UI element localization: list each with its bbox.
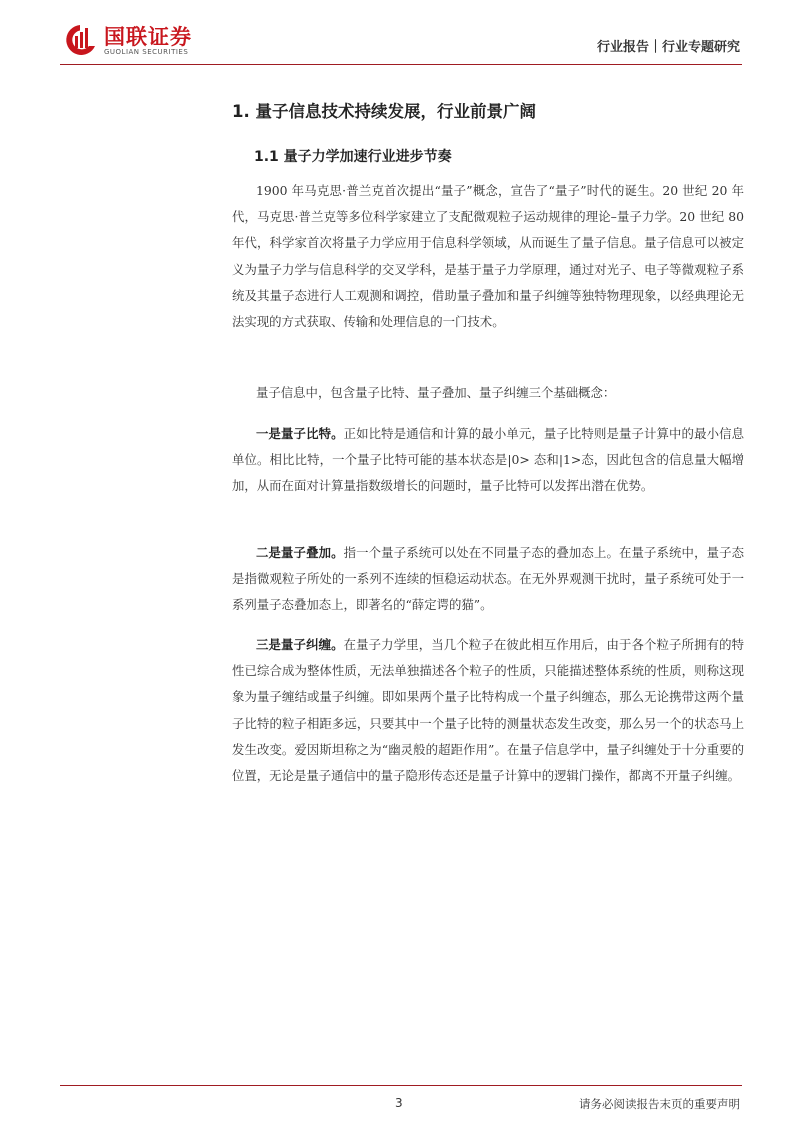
paragraph-lead-qubit: 一是量子比特。 — [256, 426, 344, 441]
paragraph-entanglement — [232, 632, 744, 789]
footer-disclaimer: 请务必阅读报告末页的重要声明 — [579, 1097, 740, 1111]
paragraph-concepts: 量子信息中，包含量子比特、量子叠加、量子纠缠三个基础概念： — [256, 385, 616, 400]
paragraph-lead-superposition: 二是量子叠加。 — [256, 545, 344, 560]
page-header — [0, 0, 802, 70]
paragraph-qubit — [232, 421, 744, 500]
paragraph-body-superposition: 指一个量子系统可以处在不同量子态的叠加态上。在量子系统中，量子态是指微观粒子所处的一系列不连续的恒稳运动状态。在无外界观测干扰时，量子系统可处于一系列量子态叠加态上，即著名的“薛定谔的猫”。 — [232, 545, 745, 613]
footer-divider — [60, 1085, 742, 1086]
paragraph-lead-entanglement: 三是量子纠缠。 — [256, 637, 344, 652]
guolian-logo-icon — [62, 22, 98, 60]
subsection-heading: 1.1 量子力学加速行业进步节奏 — [254, 149, 452, 165]
report-type-label: 行业报告｜行业专题研究 — [596, 40, 740, 55]
logo-english-name: GUOLIAN SECURITIES — [104, 48, 189, 56]
section-heading: 1. 量子信息技术持续发展，行业前景广阔 — [232, 102, 536, 121]
paragraph-intro: 1900 年马克思·普兰克首次提出“量子”概念，宣告了“量子”时代的诞生。20 世纪 20 年代，马克思·普兰克等多位科学家建立了支配微观粒子运动规律的理论–量子力学。20 世纪 80 年代，科学家首次将量子力学应用于信息科学领域，从而诞生了量子信息。量子信息可以被定义为量子力学与信息科学的交叉学科，是基于量子力学原理，通过对光子、电子等微观粒子系统及其量子态进行人工观测和调控，借助量子叠加和量子纠缠等独特物理现象，以经典理论无法实现的方式获取、传输和处理信息的一门技术。 — [232, 183, 744, 330]
header-divider — [60, 64, 742, 65]
logo-chinese-name: 国联证券 — [104, 25, 192, 49]
paragraph-body-qubit: 正如比特是通信和计算的最小单元，量子比特则是量子计算中的最小信息单位。相比比特，一个量子比特可能的基本状态是|0> 态和|1>态，因此包含的信息量大幅增加，从而在面对计算量指数级增长的问题时，量子比特可以发挥出潜在优势。 — [232, 426, 745, 494]
page-number: 3 — [395, 1096, 403, 1110]
paragraph-body-entanglement: 在量子力学里，当几个粒子在彼此相互作用后，由于各个粒子所拥有的特性已综合成为整体性质，无法单独描述各个粒子的性质，只能描述整体系统的性质，则称这现象为量子缠结或量子纠缠。即如果两个量子比特构成一个量子纠缠态，那么无论携带这两个量子比特的粒子相距多远，只要其中一个量子比特的测量状态发生改变，那么另一个的状态马上发生改变。爱因斯坦称之为“幽灵般的超距作用”。在量子信息学中，量子纠缠处于十分重要的位置，无论是量子通信中的量子隐形传态还是量子计算中的逻辑门操作，都离不开量子纠缠。 — [232, 637, 745, 784]
paragraph-superposition — [232, 540, 744, 619]
company-logo[interactable] — [62, 22, 242, 60]
